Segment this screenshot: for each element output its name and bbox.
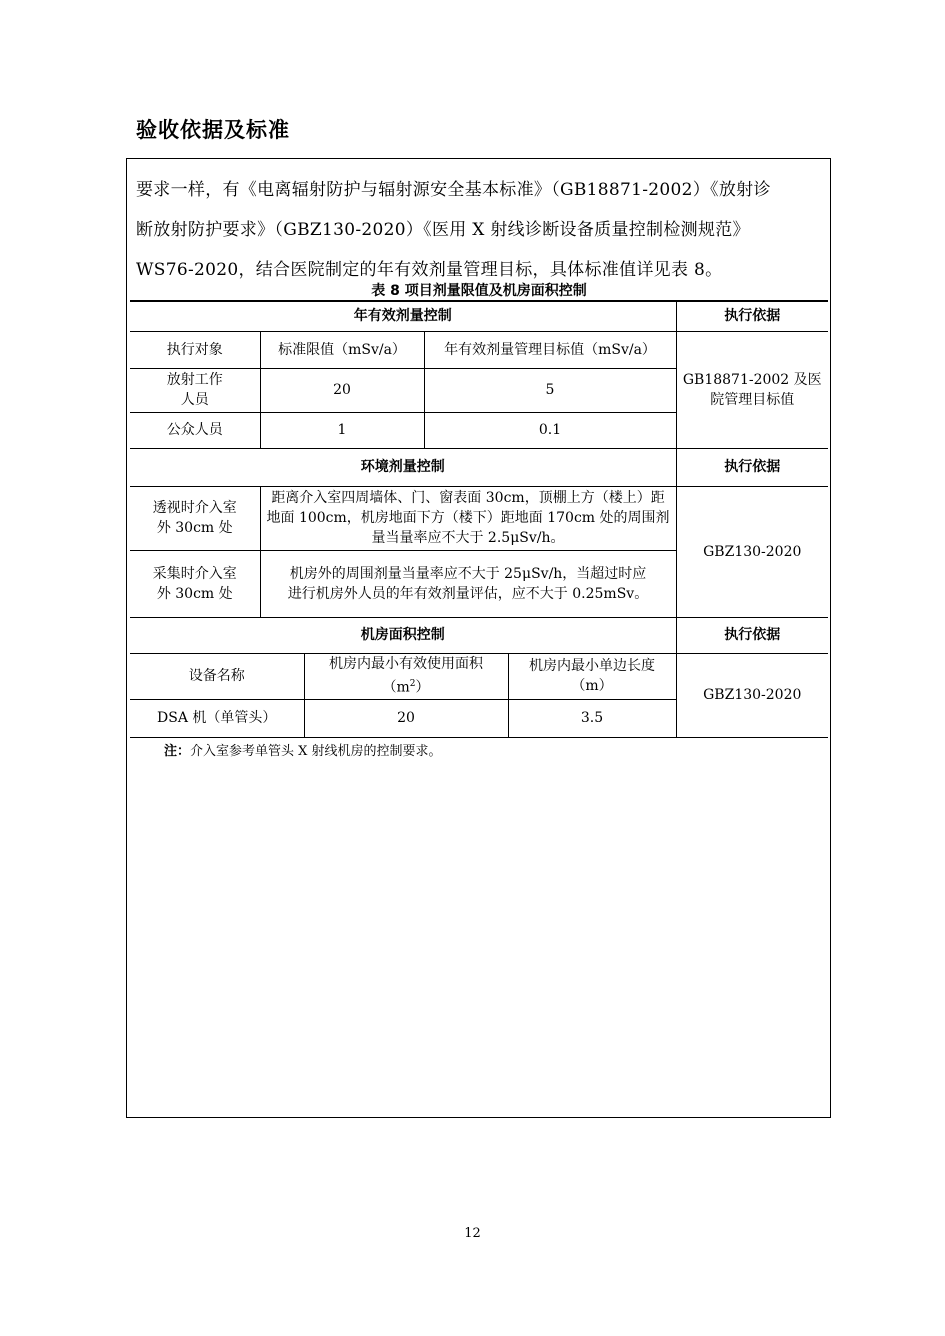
section3-basis-header: 执行依据	[676, 617, 828, 653]
table-caption: 表 8 项目剂量限值及机房面积控制	[371, 283, 587, 299]
dose-limit-table	[130, 300, 828, 738]
row-length: 3.5	[508, 699, 676, 737]
section2-basis-header: 执行依据	[676, 448, 828, 486]
section2-header: 环境剂量控制	[130, 448, 676, 486]
col-header-device: 设备名称	[130, 653, 304, 699]
row-requirement-acquisition: 机房外的周围剂量当量率应不大于 25μSv/h，当超过时应进行机房外人员的年有效剂量评估，应不大于 0.25mSv。	[260, 550, 676, 617]
col-header-goal: 年有效剂量管理目标值（mSv/a）	[424, 331, 676, 368]
intro-line: 要求一样，有《电离辐射防护与辐射源安全基本标准》（GB18871-2002）《放射诊	[136, 180, 771, 200]
row-target-public: 公众人员	[130, 412, 260, 448]
row-limit-workers: 20	[260, 368, 424, 412]
section1-basis-header: 执行依据	[676, 301, 828, 331]
col-header-target: 执行对象	[130, 331, 260, 368]
row-goal-workers: 5	[424, 368, 676, 412]
row-device: DSA 机（单管头）	[130, 699, 304, 737]
page-number: 12	[464, 1226, 481, 1241]
col-header-length: 机房内最小单边长度 （m）	[508, 653, 676, 699]
row-location-fluoro: 透视时介入室 外 30cm 处	[130, 486, 260, 550]
intro-line: WS76-2020，结合医院制定的年有效剂量管理目标，具体标准值详见表 8。	[136, 260, 723, 280]
note-label: 注：	[164, 744, 191, 759]
note-text: 介入室参考单管头 X 射线机房的控制要求。	[190, 744, 442, 759]
row-limit-public: 1	[260, 412, 424, 448]
intro-line: 断放射防护要求》（GBZ130-2020）《医用 X 射线诊断设备质量控制检测规范》	[136, 220, 750, 240]
section3-header: 机房面积控制	[130, 617, 676, 653]
section2-basis: GBZ130-2020	[676, 486, 828, 617]
table-note	[164, 740, 442, 759]
row-target-workers: 放射工作 人员	[130, 368, 260, 412]
col-header-area: 机房内最小有效使用面积 $(m^2)$	[304, 653, 508, 699]
row-goal-public: 0.1	[424, 412, 676, 448]
row-area: 20	[304, 699, 508, 737]
intro-paragraph	[136, 170, 826, 290]
row-requirement-fluoro: 距离介入室四周墙体、门、窗表面 30cm，顶棚上方（楼上）距地面 100cm，机房地面下方（楼下）距地面 170cm 处的周围剂量当量率应不大于 2.5μSv/h。	[260, 486, 676, 550]
row-location-acquisition: 采集时介入室 外 30cm 处	[130, 550, 260, 617]
section3-basis: GBZ130-2020	[676, 653, 828, 737]
section1-basis: GB18871-2002 及医院管理目标值	[676, 331, 828, 448]
section1-header: 年有效剂量控制	[130, 301, 676, 331]
col-header-limit: 标准限值（mSv/a）	[260, 331, 424, 368]
section-title: 验收依据及标准	[136, 118, 290, 142]
